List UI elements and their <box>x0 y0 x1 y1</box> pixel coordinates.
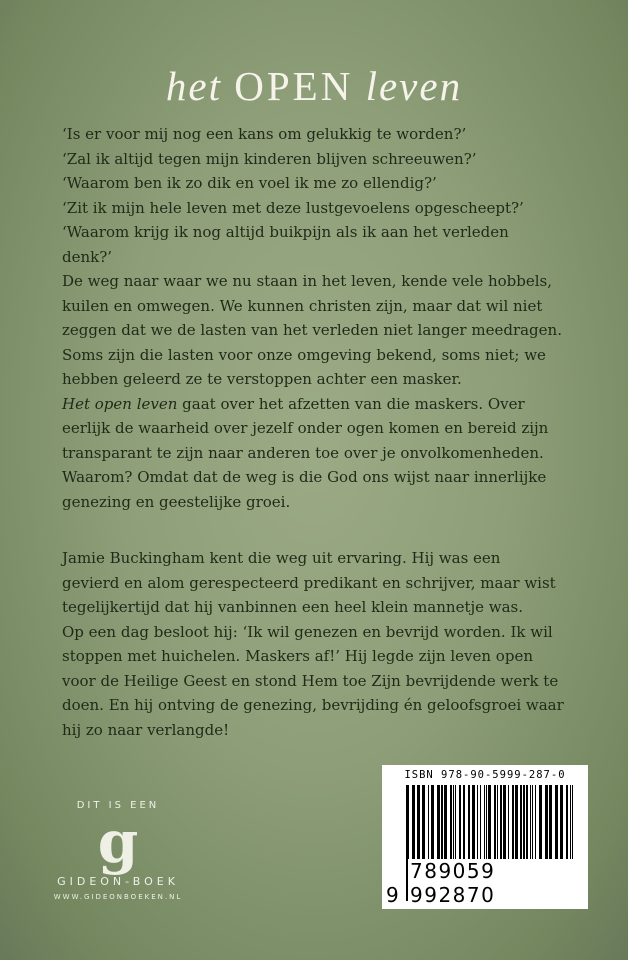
title-het: het <box>165 63 223 109</box>
title-open: OPEN <box>234 63 354 109</box>
publisher-url: WWW.GIDEONBOEKEN.NL <box>53 893 183 901</box>
text-line: zeggen dat we de lasten van het verleden niet langer meedragen. <box>62 321 562 339</box>
barcode-digits: 789059 992870 <box>408 859 586 907</box>
isbn-barcode <box>382 765 588 909</box>
text-line: tegelijkertijd dat hij vanbinnen een heel klein mannetje was. <box>62 598 524 616</box>
text-line: gevierd en alom gerespecteerd predikant en schrijver, maar wist <box>62 573 556 592</box>
gideon-g-logo-icon: g <box>97 808 139 876</box>
text-line: ‘Is er voor mij nog een kans om gelukkig te worden?’ <box>62 125 467 143</box>
blurb-text <box>62 122 592 742</box>
text-segment: gaat over het afzetten van die maskers. Over <box>177 394 525 413</box>
text-line: hebben geleerd ze te verstoppen achter een masker. <box>62 370 462 388</box>
paragraph-2 <box>62 546 592 742</box>
text-line: ‘Waarom ben ik zo dik en voel ik me zo ellendig?’ <box>62 174 437 192</box>
text-line: Op een dag besloot hij: ‘Ik wil genezen en bevrijd worden. Ik wil <box>62 622 553 641</box>
text-line: genezing en geestelijke groei. <box>62 492 291 511</box>
text-line <box>62 392 592 417</box>
text-line: Soms zijn die lasten voor onze omgeving bekend, soms niet; we <box>62 345 546 364</box>
text-line: ‘Zal ik altijd tegen mijn kinderen blijven schreeuwen?’ <box>62 149 477 168</box>
text-line: transparant te zijn naar anderen toe over je onvolkomenheden. <box>62 443 544 462</box>
text-line: De weg naar waar we nu staan in het leven, kende vele hobbels, <box>62 272 553 290</box>
paragraph-1 <box>62 122 592 392</box>
publisher-name: GIDEON-BOEK <box>57 875 179 888</box>
text-line: ‘Zit ik mijn hele leven met deze lustgevoelens opgescheept?’ <box>62 198 524 217</box>
text-line: ‘Waarom krijg ik nog altijd buikpijn als ik aan het verleden <box>62 223 509 241</box>
book-title-italic: Het open leven <box>62 394 178 413</box>
text-line: doen. En hij ontving de genezing, bevrijding én geloofsgroei waar <box>62 696 564 714</box>
text-line: kuilen en omwegen. We kunnen christen zijn, maar dat wil niet <box>62 296 543 315</box>
title-leven: leven <box>365 63 463 109</box>
text-line: hij zo naar verlangde! <box>62 720 230 739</box>
publisher-logo <box>48 800 188 901</box>
text-line: denk?’ <box>62 247 113 266</box>
text-line: stoppen met huichelen. Maskers af!’ Hij legde zijn leven open <box>62 647 533 665</box>
paragraph-1-end <box>62 416 592 514</box>
text-line: voor de Heilige Geest en stond Hem toe Zijn bevrijdende werk te <box>62 671 559 690</box>
book-title <box>0 62 628 110</box>
paragraph-gap <box>62 514 592 546</box>
isbn-label: ISBN 978-90-5999-287-0 <box>404 769 566 781</box>
publisher-tagline: DIT IS EEN <box>76 800 160 811</box>
barcode-first-digit: 9 <box>386 883 399 907</box>
text-line: eerlijk de waarheid over jezelf onder ogen komen en bereid zijn <box>62 419 549 437</box>
text-line: Jamie Buckingham kent die weg uit ervaring. Hij was een <box>62 549 501 567</box>
text-line: Waarom? Omdat dat de weg is die God ons wijst naar innerlijke <box>62 468 547 486</box>
